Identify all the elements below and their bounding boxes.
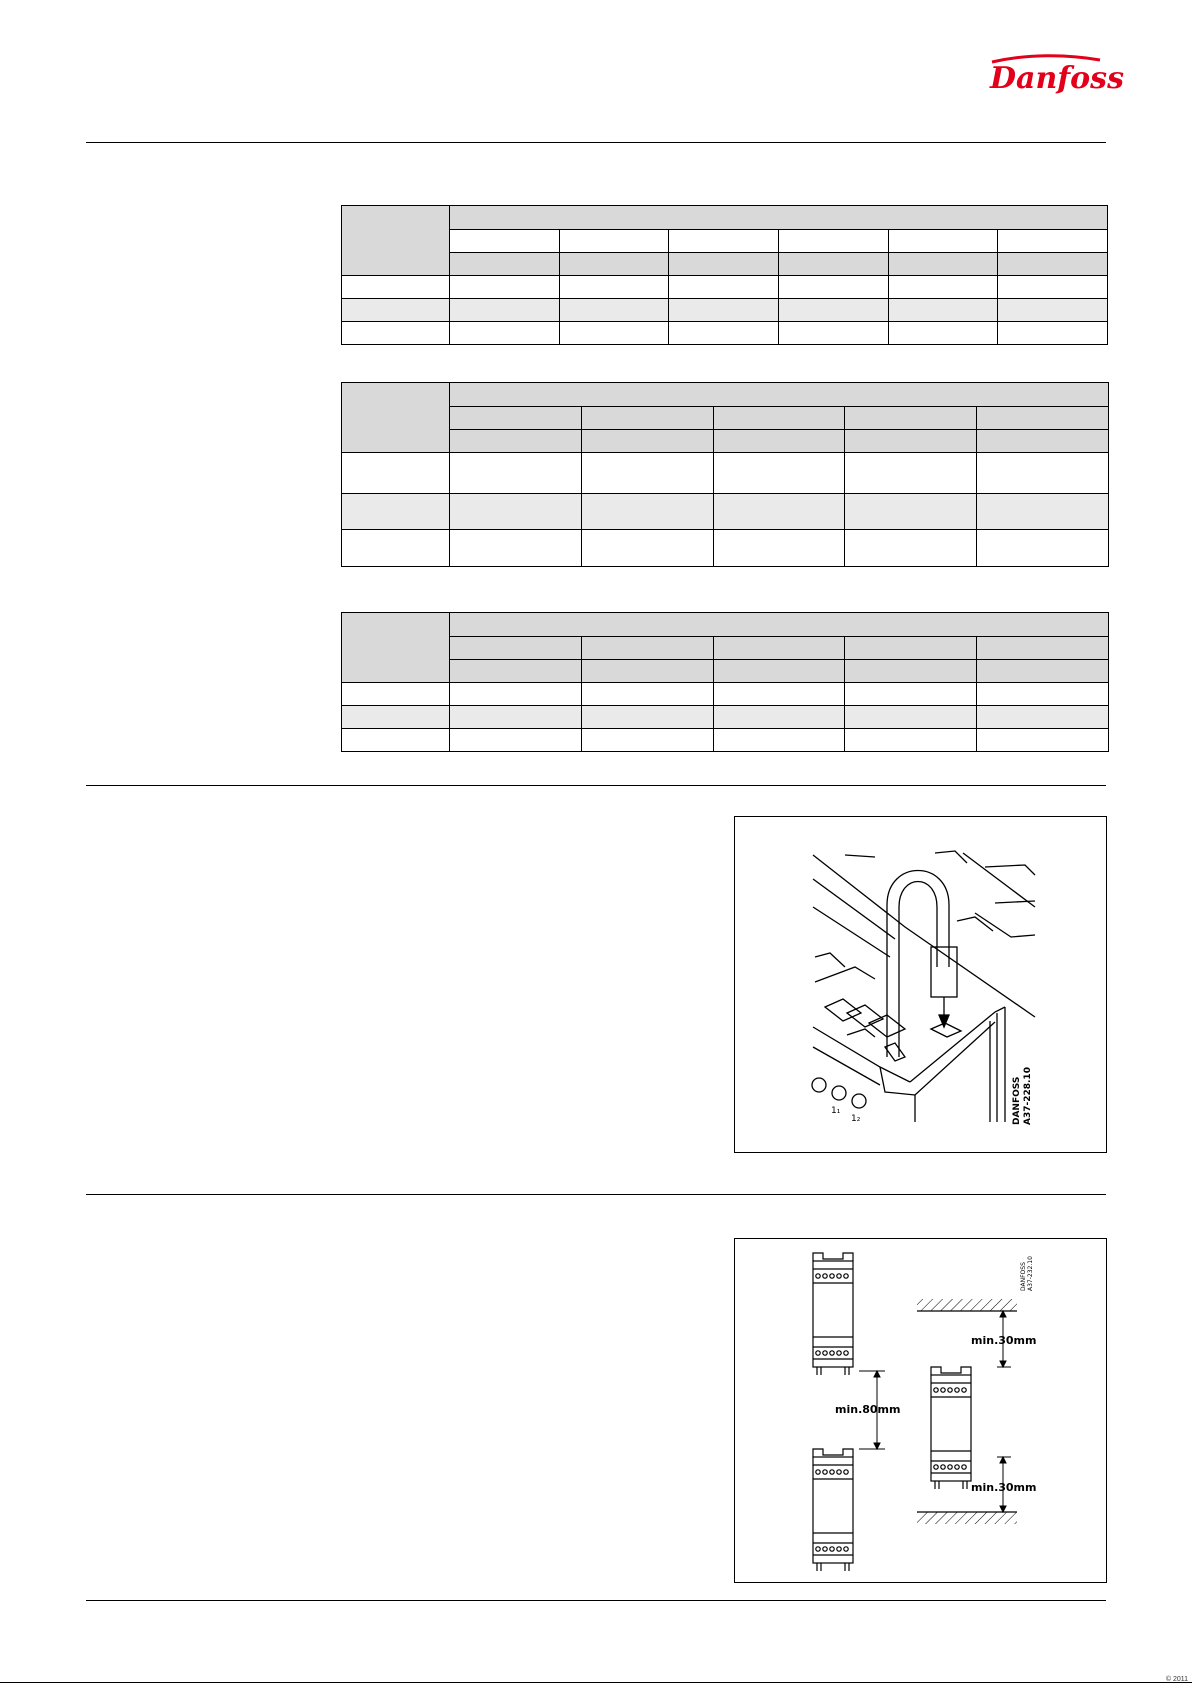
table-row (342, 299, 1108, 322)
section-divider-top (86, 142, 1106, 143)
table-row (342, 729, 1109, 752)
danfoss-logo-text: Danfoss (990, 61, 1124, 96)
table-row (342, 683, 1109, 706)
clearance-label-middle: min.80mm (835, 1403, 901, 1416)
controller-unit-right (931, 1367, 971, 1489)
footer-text: © 2011 (1165, 1676, 1188, 1683)
section-divider-2 (86, 785, 1106, 786)
table-row (342, 322, 1108, 345)
clearance-label-bottom: min.30mm (971, 1481, 1037, 1494)
table-row (342, 530, 1109, 567)
table-row (342, 453, 1109, 494)
clearance-label-top: min.30mm (971, 1334, 1037, 1347)
spec-table-3 (341, 612, 1109, 752)
spec-table-1 (341, 205, 1108, 345)
section-divider-bottom (86, 1600, 1106, 1601)
table-row (342, 494, 1109, 530)
controller-unit-bottom (813, 1449, 853, 1571)
wall-top (917, 1299, 1017, 1311)
table-row (342, 706, 1109, 729)
jumper-wire-illustration (735, 817, 1106, 1152)
danfoss-logo (986, 52, 1124, 102)
figure1-code-line1: DANFOSS (1012, 1076, 1022, 1125)
controller-unit-top (813, 1253, 853, 1375)
terminal-label-a: 1₁ (831, 1106, 841, 1116)
spec-table-2 (341, 382, 1109, 567)
figure1-code-line2: A37-228.10 (1023, 1067, 1033, 1125)
section-divider-3 (86, 1194, 1106, 1195)
footer-line (0, 1682, 1192, 1683)
figure-mounting-clearance (734, 1238, 1107, 1583)
figure2-code-line1: DANFOSS (1020, 1262, 1027, 1291)
terminal-label-b: 1₂ (851, 1114, 861, 1124)
figure-jumper-wire (734, 816, 1107, 1153)
table-row (342, 276, 1108, 299)
figure2-code-line2: A37-232.10 (1027, 1256, 1034, 1291)
mounting-clearance-illustration (735, 1239, 1106, 1582)
wall-bottom (917, 1512, 1017, 1524)
